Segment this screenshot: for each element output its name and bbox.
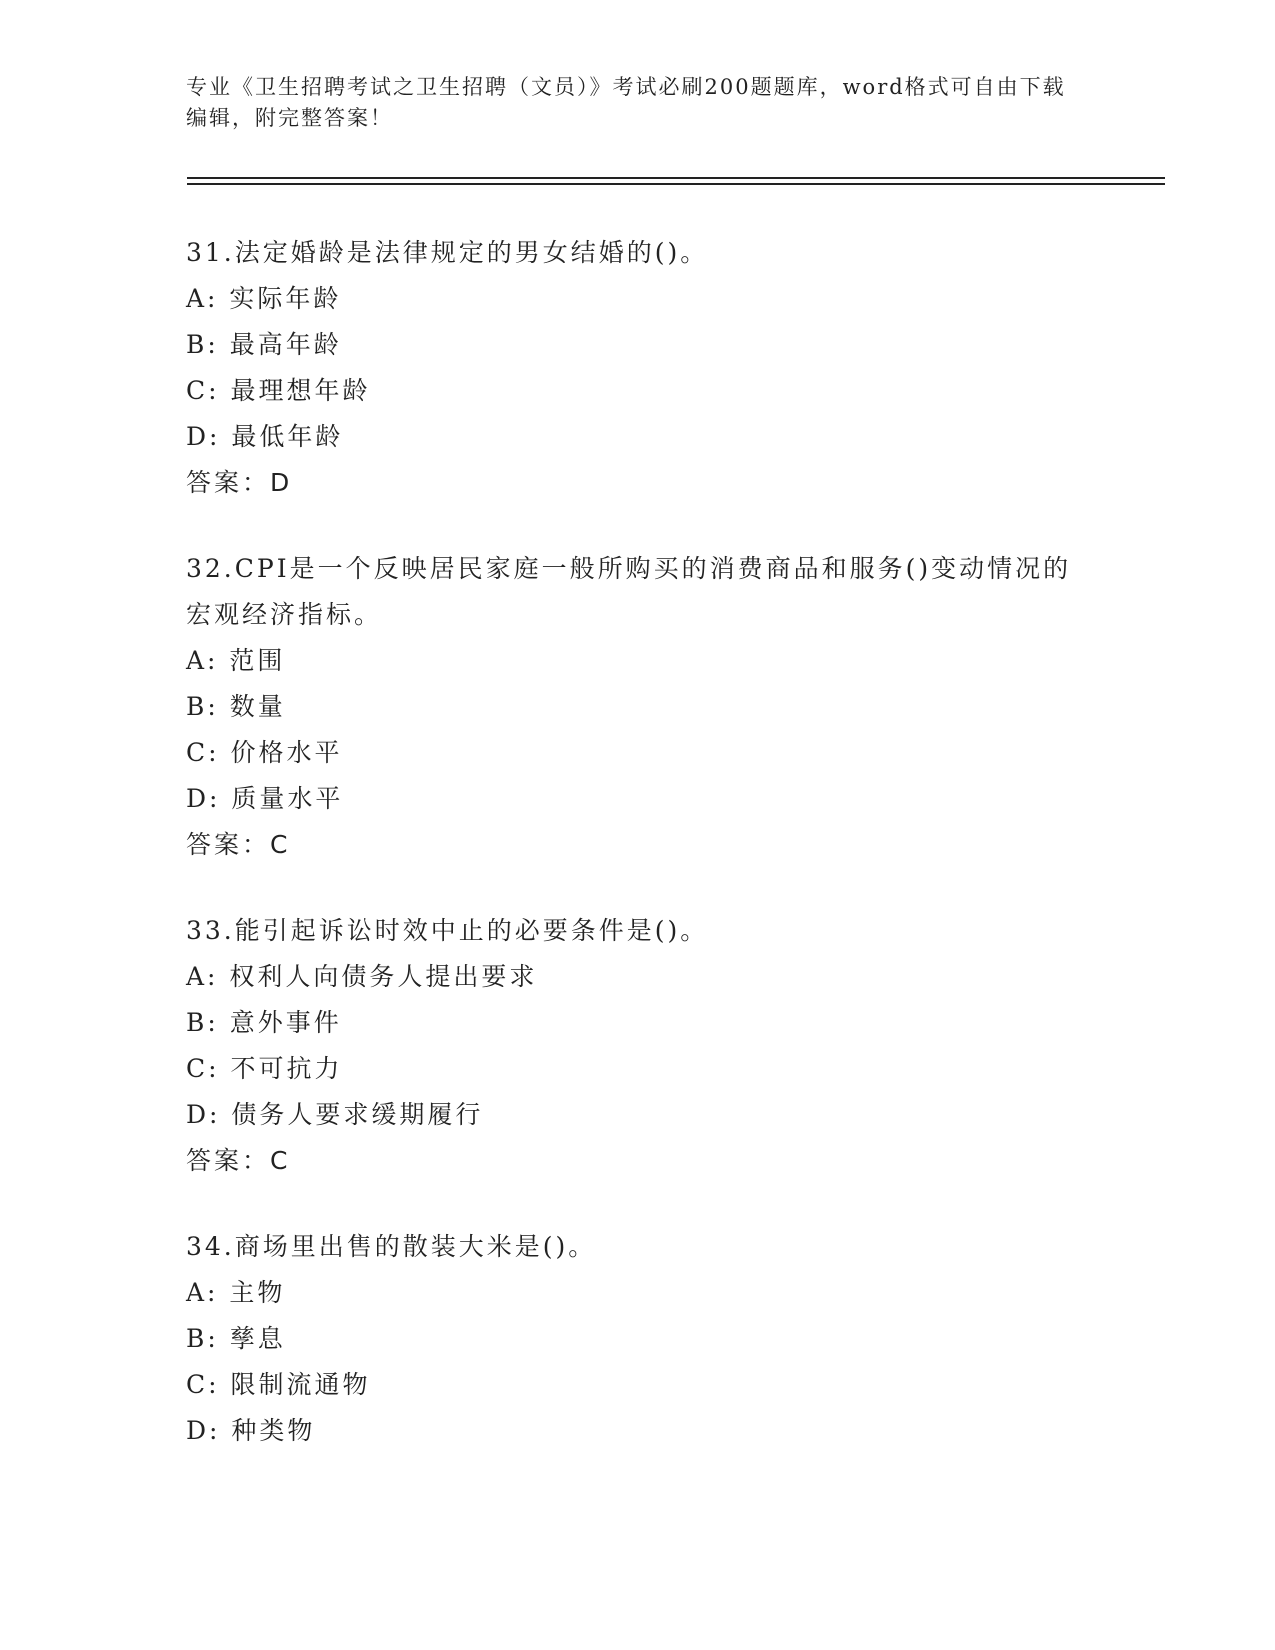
- question-stem: 34.商场里出售的散装大米是()。: [186, 1232, 597, 1261]
- option-b: B: 孳息: [186, 1324, 286, 1353]
- option-d: D: 债务人要求缓期履行: [186, 1100, 484, 1129]
- option-b: B: 最高年龄: [186, 330, 342, 359]
- answer: 答案：C: [186, 1146, 291, 1175]
- question-stem: 32.CPI是一个反映居民家庭一般所购买的消费商品和服务()变动情况的宏观经济指标。: [186, 554, 1072, 629]
- question-34: [186, 1224, 1086, 1454]
- answer: 答案：C: [186, 830, 291, 859]
- option-a: A: 主物: [186, 1278, 286, 1307]
- question-list: [186, 230, 1086, 1494]
- option-a: A: 范围: [186, 646, 286, 675]
- question-stem: 31.法定婚龄是法律规定的男女结婚的()。: [186, 238, 709, 267]
- option-c: C: 不可抗力: [186, 1054, 343, 1083]
- option-d: D: 种类物: [186, 1416, 316, 1445]
- header-rule-bottom: [187, 183, 1165, 185]
- option-d: D: 质量水平: [186, 784, 344, 813]
- option-a: A: 实际年龄: [186, 284, 342, 313]
- question-33: [186, 908, 1086, 1184]
- document-header: 专业《卫生招聘考试之卫生招聘（文员）》考试必刷200题题库，word格式可自由下载编辑，附完整答案！: [186, 75, 1066, 130]
- option-b: B: 意外事件: [186, 1008, 342, 1037]
- option-b: B: 数量: [186, 692, 286, 721]
- header-rule-top: [187, 177, 1165, 179]
- question-31: [186, 230, 1086, 506]
- option-c: C: 最理想年龄: [186, 376, 371, 405]
- option-c: C: 限制流通物: [186, 1370, 371, 1399]
- option-d: D: 最低年龄: [186, 422, 344, 451]
- option-c: C: 价格水平: [186, 738, 343, 767]
- option-a: A: 权利人向债务人提出要求: [186, 962, 538, 991]
- question-32: [186, 546, 1086, 868]
- question-stem: 33.能引起诉讼时效中止的必要条件是()。: [186, 916, 709, 945]
- answer: 答案：D: [186, 468, 293, 497]
